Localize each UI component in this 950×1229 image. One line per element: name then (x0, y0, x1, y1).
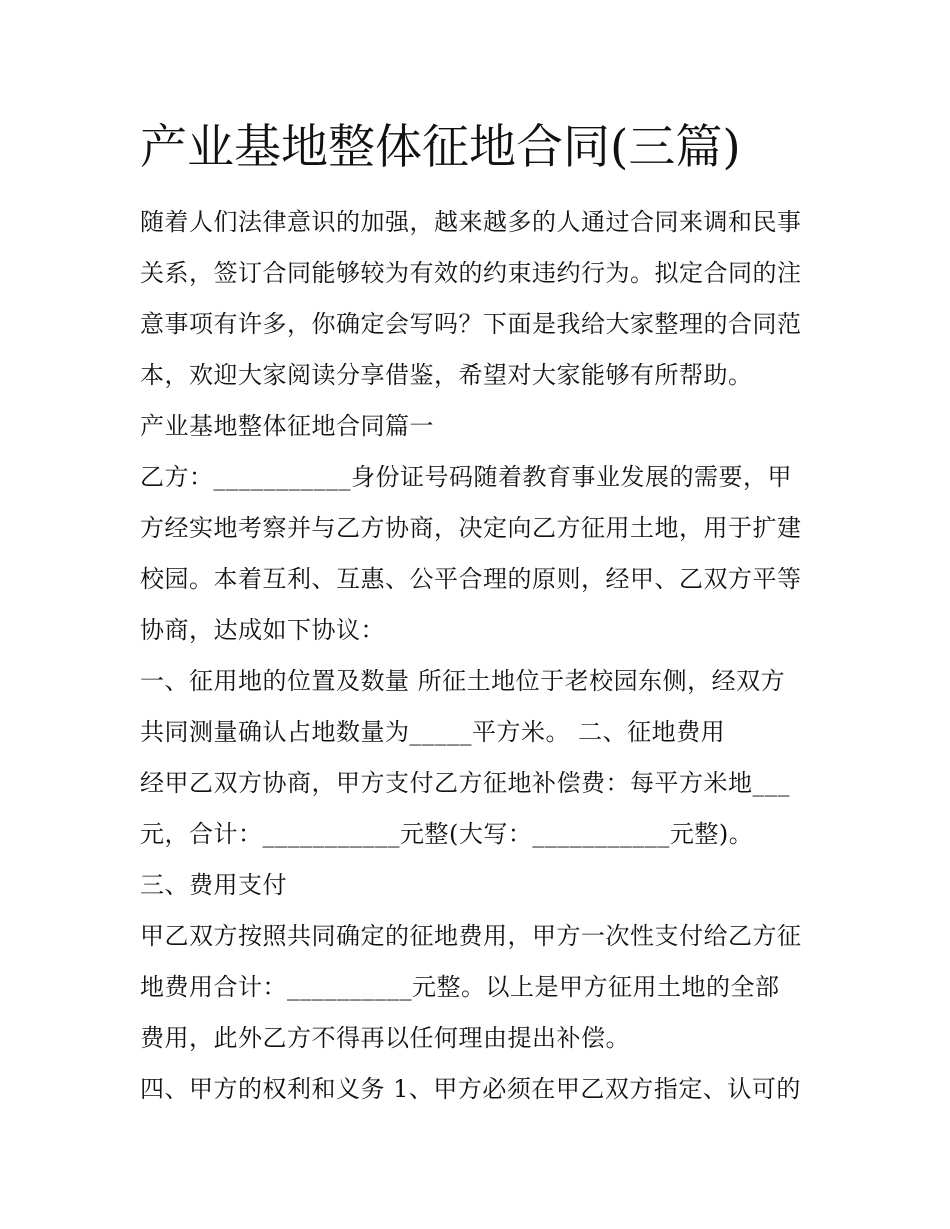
paragraph-line: 共同测量确认占地数量为_____平方米。 二、征地费用 (140, 718, 726, 746)
paragraph-line: 四、甲方的权利和义务 1、甲方必须在甲乙双方指定、认可的 (140, 1075, 801, 1103)
paragraph-line: 协商，达成如下协议： (140, 616, 385, 644)
paragraph-line: 校园。本着互利、互惠、公平合理的原则，经甲、乙双方平等 (140, 565, 802, 593)
paragraph-line: 关系，签订合同能够较为有效的约束违约行为。拟定合同的注 (140, 259, 802, 287)
paragraph-line: 意事项有许多，你确定会写吗？下面是我给大家整理的合同范 (140, 310, 802, 338)
paragraph-line: 方经实地考察并与乙方协商，决定向乙方征用土地，用于扩建 (140, 514, 802, 542)
paragraph-line: 随着人们法律意识的加强，越来越多的人通过合同来调和民事 (140, 208, 802, 236)
paragraph-line: 元，合计：___________元整(大写：___________元整)。 (140, 820, 754, 848)
paragraph-line: 三、费用支付 (140, 871, 287, 899)
paragraph-line: 经甲乙双方协商，甲方支付乙方征地补偿费：每平方米地___ (140, 769, 790, 797)
paragraph-line: 一、征用地的位置及数量 所征土地位于老校园东侧，经双方 (140, 667, 786, 695)
section-heading: 产业基地整体征地合同篇一 (140, 412, 434, 440)
paragraph-line: 本，欢迎大家阅读分享借鉴，希望对大家能够有所帮助。 (140, 361, 753, 389)
paragraph-line: 费用，此外乙方不得再以任何理由提出补偿。 (140, 1024, 630, 1052)
paragraph-line: 乙方：___________身份证号码随着教育事业发展的需要，甲 (140, 463, 792, 491)
paragraph-line: 甲乙双方按照共同确定的征地费用，甲方一次性支付给乙方征 (140, 922, 802, 950)
paragraph-line: 地费用合计：__________元整。以上是甲方征用土地的全部 (140, 973, 780, 1001)
document-title: 产业基地整体征地合同(三篇) (140, 120, 741, 175)
